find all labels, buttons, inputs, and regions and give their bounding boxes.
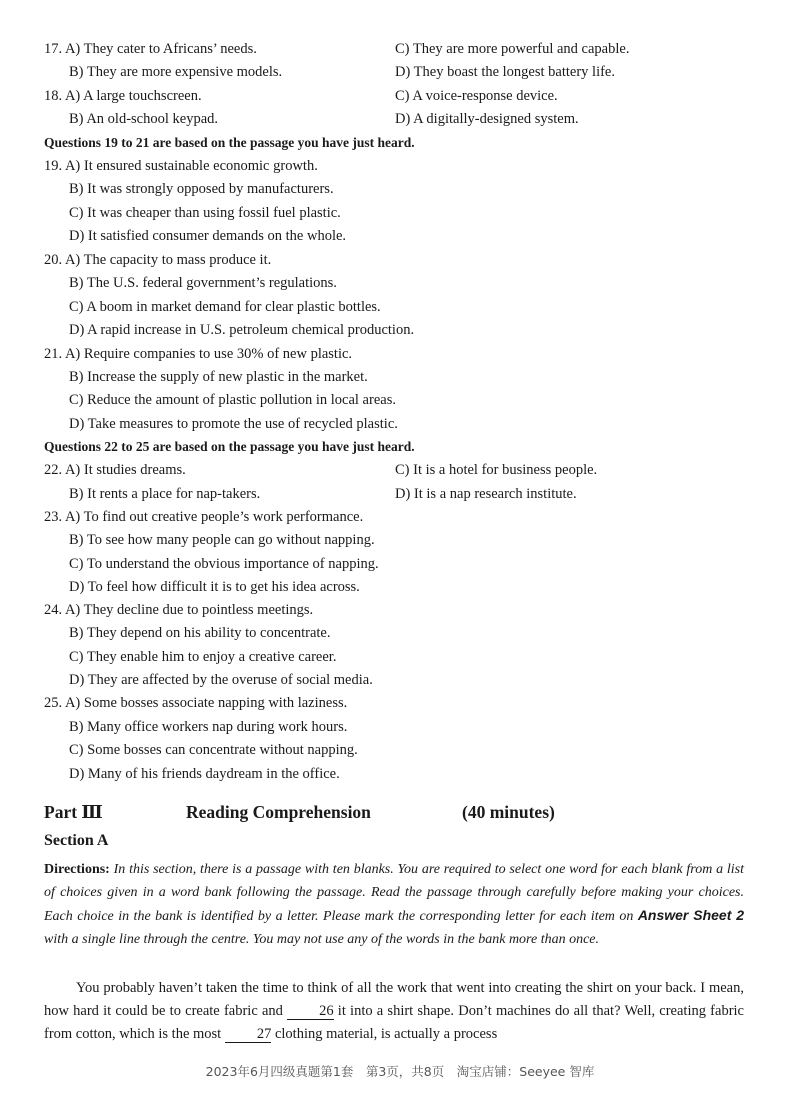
answer-option-line: B) It was strongly opposed by manufacturers. (69, 181, 334, 197)
answer-option-line: 20. A) The capacity to mass produce it. (44, 252, 272, 268)
answer-option-line: C) To understand the obvious importance of napping. (69, 556, 379, 572)
answer-option-line: B) They depend on his ability to concentrate. (69, 625, 331, 641)
answer-option-line: B) Many office workers nap during work hours. (69, 719, 348, 735)
answer-option-line: D) Take measures to promote the use of recycled plastic. (69, 416, 398, 432)
answer-option-line: B) To see how many people can go without napping. (69, 532, 375, 548)
answer-option-line: C) They are more powerful and capable. (395, 41, 630, 57)
answer-option-line: 22. A) It studies dreams. (44, 462, 186, 478)
directions-text-1: In this section, there is a passage with ten blanks. You are required to select one word for each blank from a list of choices given in a word bank following the passage. Read the passage through carefully before making your choices. Each choice in the bank is identified by a letter. Please mark the corresponding letter for each item on (44, 862, 744, 924)
answer-option-line: 23. A) To find out creative people’s work performance. (44, 509, 364, 525)
answer-option-line: C) They enable him to enjoy a creative career. (69, 649, 337, 665)
answer-option-line: B) An old-school keypad. (69, 111, 219, 127)
answer-option-line: 19. A) It ensured sustainable economic growth. (44, 158, 318, 174)
answer-option-line: D) Many of his friends daydream in the office. (69, 766, 340, 782)
passage-text-3: clothing material, is actually a process (271, 1026, 498, 1042)
answer-option-line: D) It is a nap research institute. (395, 486, 577, 502)
answer-option-line: 21. A) Require companies to use 30% of new plastic. (44, 346, 353, 362)
answer-option-line: 18. A) A large touchscreen. (44, 88, 202, 104)
answer-option-line: C) Reduce the amount of plastic pollution in local areas. (69, 392, 396, 408)
directions (44, 858, 744, 951)
answer-option-line: C) It was cheaper than using fossil fuel plastic. (69, 205, 341, 221)
answer-option-line: 17. A) They cater to Africans’ needs. (44, 41, 257, 57)
answer-option-line: B) The U.S. federal government’s regulations. (69, 275, 337, 291)
blank-27: 27 (225, 1026, 272, 1043)
answer-option-line: B) Increase the supply of new plastic in the market. (69, 369, 368, 385)
section-title: Section A (44, 832, 109, 849)
answer-option-line: D) A digitally-designed system. (395, 111, 579, 127)
answer-option-line: 24. A) They decline due to pointless meetings. (44, 602, 314, 618)
part-time: (40 minutes) (462, 802, 555, 822)
answer-option-line: C) Some bosses can concentrate without napping. (69, 742, 358, 758)
answer-option-line: B) They are more expensive models. (69, 64, 283, 80)
question-group-heading: Questions 22 to 25 are based on the passage you have just heard. (44, 439, 415, 454)
answer-sheet-label: Answer Sheet 2 (637, 907, 744, 923)
answer-option-line: D) To feel how difficult it is to get his idea across. (69, 579, 360, 595)
blank-26: 26 (287, 1003, 334, 1020)
question-group-heading: Questions 19 to 21 are based on the passage you have just heard. (44, 135, 415, 150)
answer-option-line: C) It is a hotel for business people. (395, 462, 598, 478)
answer-option-line: D) It satisfied consumer demands on the whole. (69, 228, 347, 244)
answer-option-line: D) They are affected by the overuse of social media. (69, 672, 373, 688)
passage-text-1: You probably haven’t taken the time to think of all the work that went into creating the shirt on your back. I mean, how hard it could be to create fabric and (44, 980, 744, 1019)
answer-option-line: C) A voice-response device. (395, 88, 558, 104)
passage-paragraph (44, 977, 744, 1046)
directions-label: Directions: (44, 862, 110, 877)
answer-option-line: 25. A) Some bosses associate napping with laziness. (44, 695, 348, 711)
answer-option-line: D) A rapid increase in U.S. petroleum chemical production. (69, 322, 415, 338)
answer-option-line: C) A boom in market demand for clear plastic bottles. (69, 299, 381, 315)
part-label: Part Ⅲ (44, 802, 103, 822)
answer-option-line: B) It rents a place for nap-takers. (69, 486, 261, 502)
part-title: Reading Comprehension (186, 802, 371, 822)
answer-option-line: D) They boast the longest battery life. (395, 64, 615, 80)
directions-text-2: with a single line through the centre. You may not use any of the words in the bank more than once. (44, 932, 600, 947)
page-footer: 2023年6月四级真题第1套 第3页，共8页 淘宝店铺：Seeyee 智库 (205, 1064, 595, 1079)
passage-text-2: it into a shirt shape. Don’t machines do all that? Well, creating fabric from cotton, which is the most (44, 1003, 744, 1042)
